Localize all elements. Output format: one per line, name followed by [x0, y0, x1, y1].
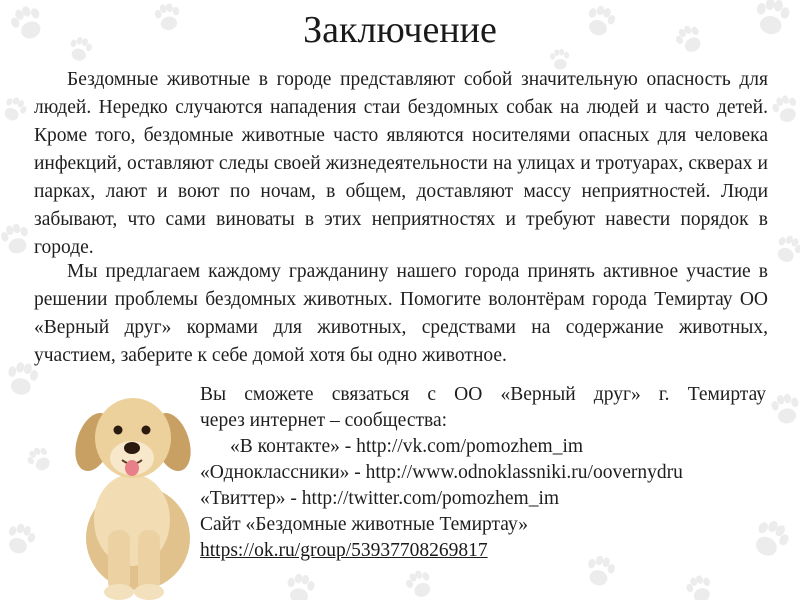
contact-odnoklassniki: «Одноклассники» - http://www.odnoklassniki.ru/oovernydru — [200, 462, 683, 483]
puppy-illustration — [68, 370, 208, 600]
paragraph-call-to-action: Мы предлагаем каждому гражданину нашего города принять активное участие в решении проблемы бездомных животных. Помогите волонтёрам города Темиртау ОО «Верный друг» кормами для животных, средствами на содержание животных, участием, заберите к себе домой хотя бы одно животное. — [34, 261, 768, 366]
contact-vk: «В контакте» - http://vk.com/pomozhem_im — [230, 436, 584, 457]
contact-intro-line2: через интернет – сообщества: — [200, 410, 448, 431]
contact-block — [200, 382, 766, 564]
paw-print-icon — [284, 572, 316, 600]
paw-print-icon — [24, 443, 55, 475]
contact-site-label: Сайт «Бездомные животные Темиртау» — [200, 514, 528, 535]
contact-intro-line1: Вы сможете связаться с ОО «Верный друг» г. Темиртау — [200, 384, 766, 405]
contact-site-link[interactable]: https://ok.ru/group/53937708269817 — [200, 540, 488, 561]
paw-print-icon — [0, 221, 33, 256]
paw-print-icon — [770, 92, 800, 125]
paw-print-icon — [772, 232, 800, 266]
paw-print-icon — [770, 392, 800, 426]
page-title: Заключение — [303, 9, 497, 51]
paragraph-problem: Бездомные животные в городе представляют собой значительную опасность для людей. Нередко случаются нападения стаи бездомных собак на людей и часто детей. Кроме того, бездомные животные часто являются носителями опасных для человека инфекций, оставляют следы своей жизнедеятельности на улицах и тротуарах, скверах и парках, лают и воют по ночам, в общем, доставляют массу неприятностей. Люди забывают, что сами виноваты в этих неприятностях и требуют навести порядок в городе. — [34, 69, 768, 258]
paw-print-icon — [403, 567, 436, 600]
paw-print-icon — [0, 94, 30, 125]
paw-print-icon — [3, 521, 39, 558]
paw-print-icon — [684, 572, 716, 600]
contact-twitter: «Твиттер» - http://twitter.com/pomozhem_im — [200, 488, 560, 509]
